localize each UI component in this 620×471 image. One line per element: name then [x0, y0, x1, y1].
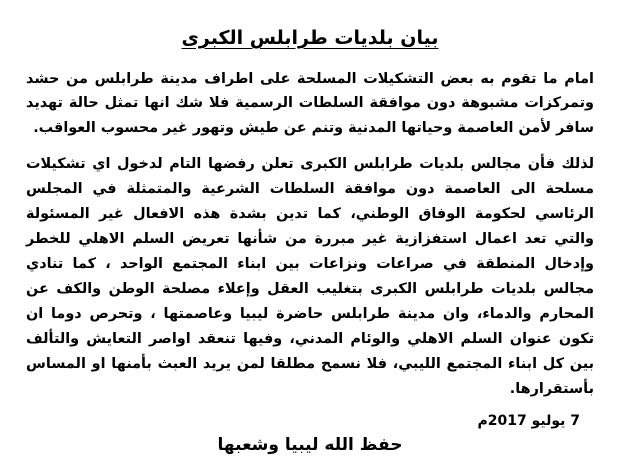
paragraph-2: لذلك فأن مجالس بلديات طرابلس الكبرى تعلن رفضها التام لدخول اي تشكيلات مسلحة الى العاصمة دون موافقة السلطات الشرعية والمتمثلة في المجلس الرئاسي لحكومة الوفاق الوطني، كما تدين بشدة هذه الافعال غير المسئولة والتي تعد اعمال استفزازية غير مبررة من شأنها تعريض السلم الاهلي للخطر وإدخال المنطقة في صراعات ونزاعات بين ابناء المجتمع الواحد ، كما تنادي مجالس بلديات طرابلس الكبرى بتغليب العقل وإعلاء مصلحة الوطن والكف عن المحارم والدماء، وان مدينة طرابلس حاضرة ليبيا وعاصمتها ، وتحرص دوما ان تكون عنوان السلم الاهلي والوئام المدني، وفيها تنعقد اواصر التعايش والتألف بين كل ابناء المجتمع الليبي، فلا نسمح مطلقا لمن يريد العبث بأمنها او المساس بأستقرارها.	[26, 156, 594, 397]
date-text: 7 يوليو 2017م	[477, 413, 580, 430]
page-title: بيان بلديات طرابلس الكبرى	[181, 27, 439, 49]
document-footer	[26, 413, 594, 471]
paragraph-1: امام ما تقوم به بعض التشكيلات المسلحة على اطراف مدينة طرابلس من حشد وتمركزات مشبوهة دون موافقة السلطات الرسمية فلا شك انها تمثل حالة تهديد سافر لأمن العاصمة وحياتها المدنية وتنم عن طيش وتهور غير محسوب العواقب.	[26, 70, 594, 137]
closing-statement: حفظ الله ليبيا وشعبها	[217, 435, 403, 456]
